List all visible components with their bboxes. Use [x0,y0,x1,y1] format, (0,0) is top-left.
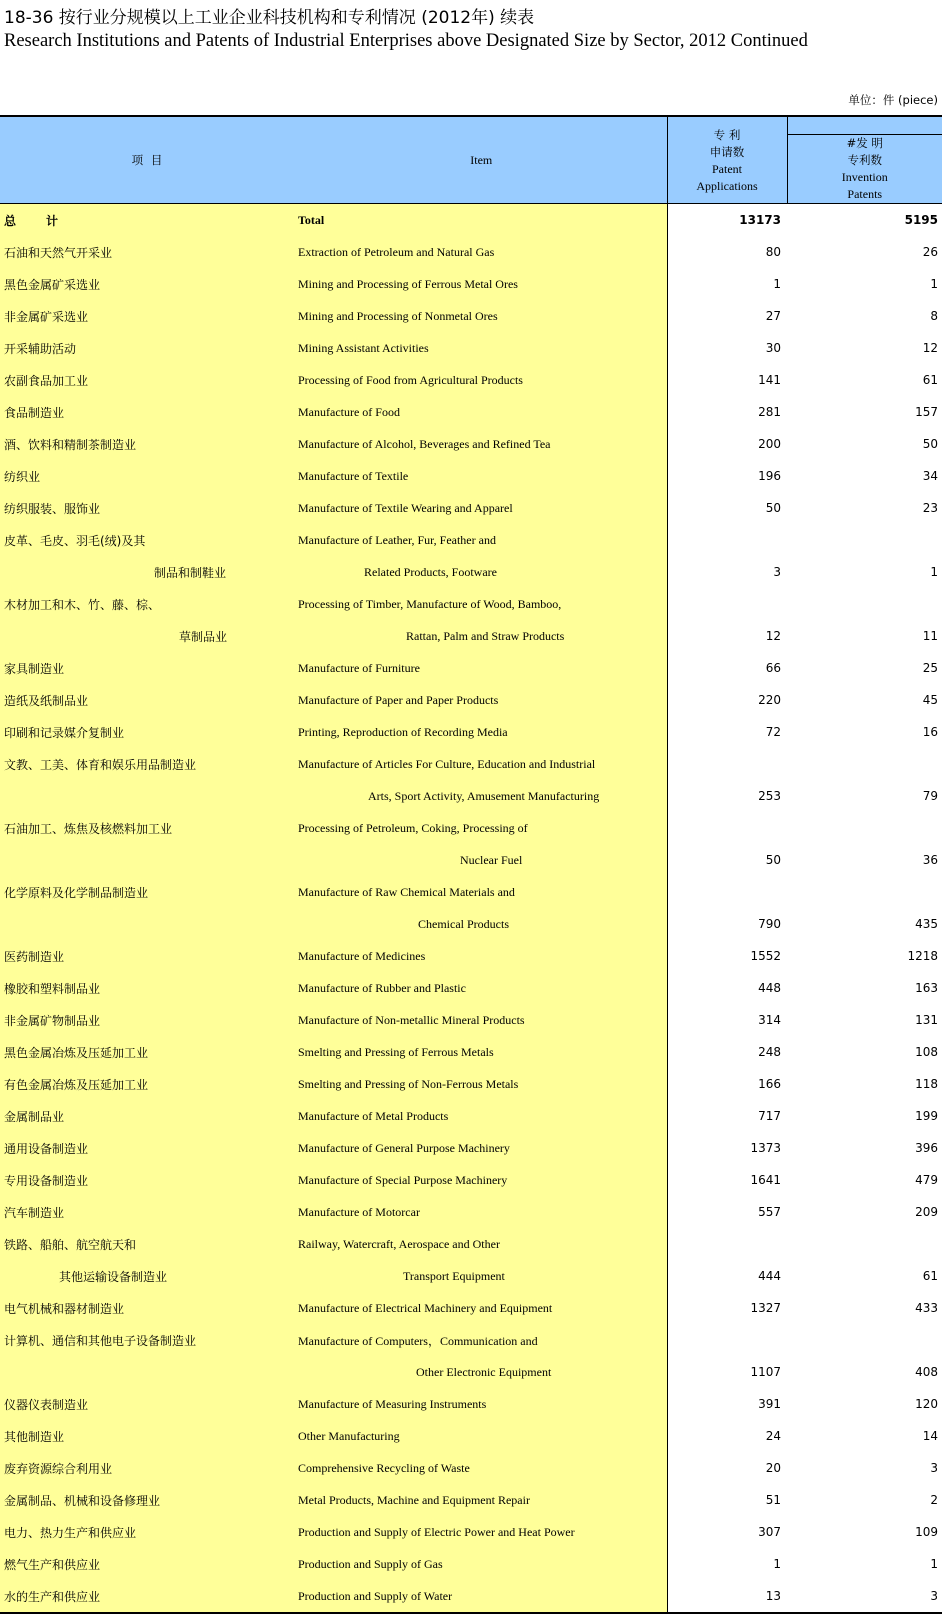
row-invention-patents: 120 [915,1397,938,1411]
row-patent-applications [667,1228,787,1260]
row-invention-patents [787,588,942,620]
row-invention-patents: 23 [922,501,938,515]
table-row [0,556,942,588]
table-row [0,332,942,364]
row-patent-applications: 444 [667,1260,787,1292]
row-invention-patents: 1 [930,565,938,579]
row-patent-applications: 1 [667,268,787,300]
row-patent-applications [667,1324,787,1356]
row-cn: 医药制造业 [0,940,296,972]
row-invention-patents: 3 [930,1461,938,1475]
row-en [296,780,667,812]
row-en: Manufacture of Measuring Instruments [296,1388,667,1420]
row-invention-patents: 50 [922,437,938,451]
row-patent-applications [667,524,787,556]
row-patent-applications: 790 [667,908,787,940]
row-patent-applications: 314 [667,1004,787,1036]
table-row [0,1260,942,1292]
row-patent-applications: 220 [667,684,787,716]
row-cn-continued: 制品和制鞋业 [154,565,227,580]
row-invention-patents: 435 [915,917,938,931]
page-title-en: Research Institutions and Patents of Industrial Enterprises above Designated Size by Sector, 2012 Continued [4,31,808,51]
row-cn: 纺织服装、服饰业 [0,492,296,524]
table-row [0,844,942,876]
table-row [0,1548,942,1580]
row-en-continued: Chemical Products [418,916,509,931]
row-patent-applications: 1327 [667,1292,787,1324]
row-cn: 非金属矿采选业 [0,300,296,332]
row-en: Extraction of Petroleum and Natural Gas [296,236,667,268]
row-en [296,844,667,876]
table-row [0,1164,942,1196]
row-cn: 开采辅助活动 [0,332,296,364]
row-patent-applications: 13 [667,1580,787,1613]
row-en: Manufacture of General Purpose Machinery [296,1132,667,1164]
table-row [0,428,942,460]
row-en: Processing of Food from Agricultural Products [296,364,667,396]
row-cn [0,620,296,652]
row-en [296,620,667,652]
row-en: Printing, Reproduction of Recording Media [296,716,667,748]
row-cn: 石油和天然气开采业 [0,236,296,268]
header-item-en-label: Item [470,152,493,167]
row-patent-applications: 1373 [667,1132,787,1164]
row-invention-patents: 479 [915,1173,938,1187]
row-en: Mining and Processing of Ferrous Metal Ores [296,268,667,300]
row-en: Manufacture of Leather, Fur, Feather and [296,524,667,556]
row-cn: 电力、热力生产和供应业 [0,1516,296,1548]
table-header [0,116,942,204]
header-invention-en-1: Invention [841,170,888,184]
row-cn: 农副食品加工业 [0,364,296,396]
row-en: Manufacture of Textile [296,460,667,492]
row-cn [0,1356,296,1388]
table-row [0,1004,942,1036]
row-cn: 废弃资源综合利用业 [0,1452,296,1484]
row-en: Manufacture of Food [296,396,667,428]
table-row [0,364,942,396]
row-en: Manufacture of Raw Chemical Materials and [296,876,667,908]
row-cn [0,908,296,940]
row-invention-patents: 16 [922,725,938,739]
row-cn: 黑色金属冶炼及压延加工业 [0,1036,296,1068]
row-invention-patents: 396 [915,1141,938,1155]
row-cn: 食品制造业 [0,396,296,428]
row-invention-patents [787,876,942,908]
header-patent-en-2: Applications [696,179,758,193]
row-cn: 皮革、毛皮、羽毛(绒)及其 [0,524,296,556]
row-invention-patents: 8 [930,309,938,323]
row-patent-applications: 448 [667,972,787,1004]
table-row [0,1580,942,1613]
table-row [0,1484,942,1516]
table-row [0,1324,942,1356]
table-row [0,684,942,716]
table-row [0,908,942,940]
row-invention-patents: 408 [915,1365,938,1379]
row-invention-patents: 163 [915,981,938,995]
total-invention-patents: 5195 [904,213,938,227]
row-en-continued: Related Products, Footware [364,564,497,579]
row-en: Production and Supply of Gas [296,1548,667,1580]
row-invention-patents: 1 [930,277,938,291]
row-en-continued: Other Electronic Equipment [416,1364,552,1379]
row-invention-patents [787,1324,942,1356]
row-en-continued: Rattan, Palm and Straw Products [406,628,565,643]
row-patent-applications: 196 [667,460,787,492]
header-invention-patents [787,135,942,204]
row-invention-patents: 61 [922,373,938,387]
row-en: Manufacture of Alcohol, Beverages and Refined Tea [296,428,667,460]
row-cn: 木材加工和木、竹、藤、棕、 [0,588,296,620]
total-label-cn [0,204,296,237]
table-row [0,236,942,268]
row-cn: 金属制品、机械和设备修理业 [0,1484,296,1516]
table-row [0,1196,942,1228]
row-en: Manufacture of Metal Products [296,1100,667,1132]
row-invention-patents: 3 [787,1580,942,1613]
header-item-en [296,116,667,204]
row-en: Manufacture of Non-metallic Mineral Products [296,1004,667,1036]
row-cn: 文教、工美、体育和娱乐用品制造业 [0,748,296,780]
row-invention-patents [787,524,942,556]
row-patent-applications: 200 [667,428,787,460]
table-row [0,1356,942,1388]
row-invention-patents: 108 [915,1045,938,1059]
row-invention-patents: 2 [930,1493,938,1507]
row-en: Manufacture of Special Purpose Machinery [296,1164,667,1196]
row-patent-applications: 717 [667,1100,787,1132]
row-cn: 非金属矿物制品业 [0,1004,296,1036]
row-en [296,1356,667,1388]
row-patent-applications: 1107 [667,1356,787,1388]
row-patent-applications: 1641 [667,1164,787,1196]
row-patent-applications: 281 [667,396,787,428]
row-invention-patents: 34 [922,469,938,483]
row-invention-patents [787,812,942,844]
row-patent-applications: 30 [667,332,787,364]
table-row [0,748,942,780]
table-row [0,1292,942,1324]
row-patent-applications: 166 [667,1068,787,1100]
header-invention-cn-1: #发 明 [846,136,883,150]
table-body [0,204,942,1614]
table-row [0,524,942,556]
row-cn: 电气机械和器材制造业 [0,1292,296,1324]
row-cn: 计算机、通信和其他电子设备制造业 [0,1324,296,1356]
row-patent-applications: 1 [667,1548,787,1580]
row-invention-patents: 36 [922,853,938,867]
header-invention-cn-2: 专利数 [847,153,882,167]
row-patent-applications: 391 [667,1388,787,1420]
row-en: Manufacture of Furniture [296,652,667,684]
row-en: Production and Supply of Electric Power and Heat Power [296,1516,667,1548]
row-invention-patents: 118 [915,1077,938,1091]
row-cn: 通用设备制造业 [0,1132,296,1164]
row-patent-applications: 3 [667,556,787,588]
row-en: Manufacture of Computers，Communication and [296,1324,667,1356]
table-row [0,588,942,620]
row-en: Manufacture of Motorcar [296,1196,667,1228]
row-en: Comprehensive Recycling of Waste [296,1452,667,1484]
row-cn: 家具制造业 [0,652,296,684]
row-patent-applications [667,876,787,908]
row-cn: 酒、饮料和精制茶制造业 [0,428,296,460]
row-cn: 仪器仪表制造业 [0,1388,296,1420]
row-en: Manufacture of Rubber and Plastic [296,972,667,1004]
row-patent-applications: 141 [667,364,787,396]
header-item-cn [0,116,296,204]
row-en-continued: Arts, Sport Activity, Amusement Manufacturing [368,788,600,803]
row-patent-applications: 27 [667,300,787,332]
total-cn-2: 计 [46,213,59,228]
row-en: Railway, Watercraft, Aerospace and Other [296,1228,667,1260]
unit-label: 单位：件 (piece) [848,93,938,107]
row-en: Manufacture of Textile Wearing and Apparel [296,492,667,524]
table-row-total [0,204,942,237]
row-cn: 有色金属冶炼及压延加工业 [0,1068,296,1100]
row-invention-patents [787,748,942,780]
row-patent-applications: 307 [667,1516,787,1548]
header-patent-en-1: Patent [712,162,742,176]
table-row [0,1452,942,1484]
row-invention-patents: 109 [915,1525,938,1539]
total-cn-1: 总 [4,213,17,228]
row-invention-patents: 11 [922,629,938,643]
row-patent-applications: 12 [667,620,787,652]
row-invention-patents: 199 [915,1109,938,1123]
row-patent-applications: 557 [667,1196,787,1228]
row-en: Processing of Petroleum, Coking, Processing of [296,812,667,844]
row-invention-patents: 61 [922,1269,938,1283]
row-cn: 化学原料及化学制品制造业 [0,876,296,908]
row-invention-patents: 14 [922,1429,938,1443]
total-label-en: Total [296,204,667,237]
table-row [0,396,942,428]
table-row [0,812,942,844]
table-row [0,1100,942,1132]
row-patent-applications: 20 [667,1452,787,1484]
row-en: Production and Supply of Water [296,1580,667,1613]
table-row [0,492,942,524]
table-row [0,268,942,300]
row-en: Other Manufacturing [296,1420,667,1452]
row-invention-patents: 131 [915,1013,938,1027]
table-row [0,1388,942,1420]
row-patent-applications [667,588,787,620]
row-patent-applications [667,812,787,844]
row-cn: 印刷和记录媒介复制业 [0,716,296,748]
row-cn: 石油加工、炼焦及核燃料加工业 [0,812,296,844]
row-patent-applications [667,748,787,780]
row-patent-applications: 24 [667,1420,787,1452]
row-en: Smelting and Pressing of Non-Ferrous Metals [296,1068,667,1100]
header-patent-cn-1: 专 利 [713,128,741,142]
table-row [0,620,942,652]
row-en: Metal Products, Machine and Equipment Repair [296,1484,667,1516]
row-patent-applications: 1552 [667,940,787,972]
row-patent-applications: 66 [667,652,787,684]
table-row [0,972,942,1004]
row-en [296,556,667,588]
row-en-continued: Transport Equipment [403,1268,505,1283]
row-en: Manufacture of Articles For Culture, Education and Industrial [296,748,667,780]
row-cn: 橡胶和塑料制品业 [0,972,296,1004]
row-cn: 纺织业 [0,460,296,492]
row-cn-continued: 其他运输设备制造业 [59,1269,168,1284]
row-cn: 造纸及纸制品业 [0,684,296,716]
row-en: Smelting and Pressing of Ferrous Metals [296,1036,667,1068]
row-invention-patents: 45 [922,693,938,707]
row-en [296,908,667,940]
table-row [0,780,942,812]
table-row [0,1068,942,1100]
row-patent-applications: 51 [667,1484,787,1516]
table-row [0,652,942,684]
row-invention-patents: 1218 [907,949,938,963]
table-row [0,460,942,492]
row-en-continued: Nuclear Fuel [460,852,523,867]
row-patent-applications: 50 [667,844,787,876]
header-invention-spacer [787,116,942,135]
total-patent-applications: 13173 [667,204,787,237]
row-invention-patents: 157 [915,405,938,419]
row-cn: 燃气生产和供应业 [0,1548,296,1580]
row-patent-applications: 253 [667,780,787,812]
row-cn [0,556,296,588]
row-invention-patents: 209 [915,1205,938,1219]
row-en [296,1260,667,1292]
row-invention-patents: 12 [922,341,938,355]
table-row [0,940,942,972]
row-en: Processing of Timber, Manufacture of Wood, Bamboo, [296,588,667,620]
row-cn: 金属制品业 [0,1100,296,1132]
table-row [0,300,942,332]
header-invention-en-2: Patents [847,187,883,201]
table-row [0,1132,942,1164]
table-row [0,1420,942,1452]
row-invention-patents: 25 [922,661,938,675]
row-en: Manufacture of Paper and Paper Products [296,684,667,716]
row-invention-patents: 433 [915,1301,938,1315]
row-en: Manufacture of Electrical Machinery and Equipment [296,1292,667,1324]
row-patent-applications: 50 [667,492,787,524]
row-cn: 其他制造业 [0,1420,296,1452]
row-invention-patents: 79 [922,789,938,803]
row-en: Manufacture of Medicines [296,940,667,972]
row-en: Mining and Processing of Nonmetal Ores [296,300,667,332]
patents-table-wrapper [0,115,942,1614]
table-row [0,1228,942,1260]
row-invention-patents: 1 [930,1557,938,1571]
header-item-cn-label: 项 目 [131,152,165,167]
header-patent-cn-2: 申请数 [709,145,745,159]
row-cn-continued: 草制品业 [179,629,228,644]
row-cn: 专用设备制造业 [0,1164,296,1196]
row-cn: 水的生产和供应业 [0,1580,296,1613]
row-patent-applications: 72 [667,716,787,748]
table-row [0,716,942,748]
row-invention-patents: 26 [922,245,938,259]
header-patent-applications [667,116,787,204]
table-row [0,1036,942,1068]
row-cn: 黑色金属矿采选业 [0,268,296,300]
row-patent-applications: 80 [667,236,787,268]
row-cn [0,844,296,876]
row-cn: 铁路、船舶、航空航天和 [0,1228,296,1260]
page-title-cn: 18-36 按行业分规模以上工业企业科技机构和专利情况 (2012年) 续表 [4,8,535,28]
table-row [0,876,942,908]
row-patent-applications: 248 [667,1036,787,1068]
table-row [0,1516,942,1548]
row-cn [0,1260,296,1292]
patents-table [0,115,942,1614]
row-en: Mining Assistant Activities [296,332,667,364]
row-invention-patents [787,1228,942,1260]
row-cn [0,780,296,812]
row-cn: 汽车制造业 [0,1196,296,1228]
